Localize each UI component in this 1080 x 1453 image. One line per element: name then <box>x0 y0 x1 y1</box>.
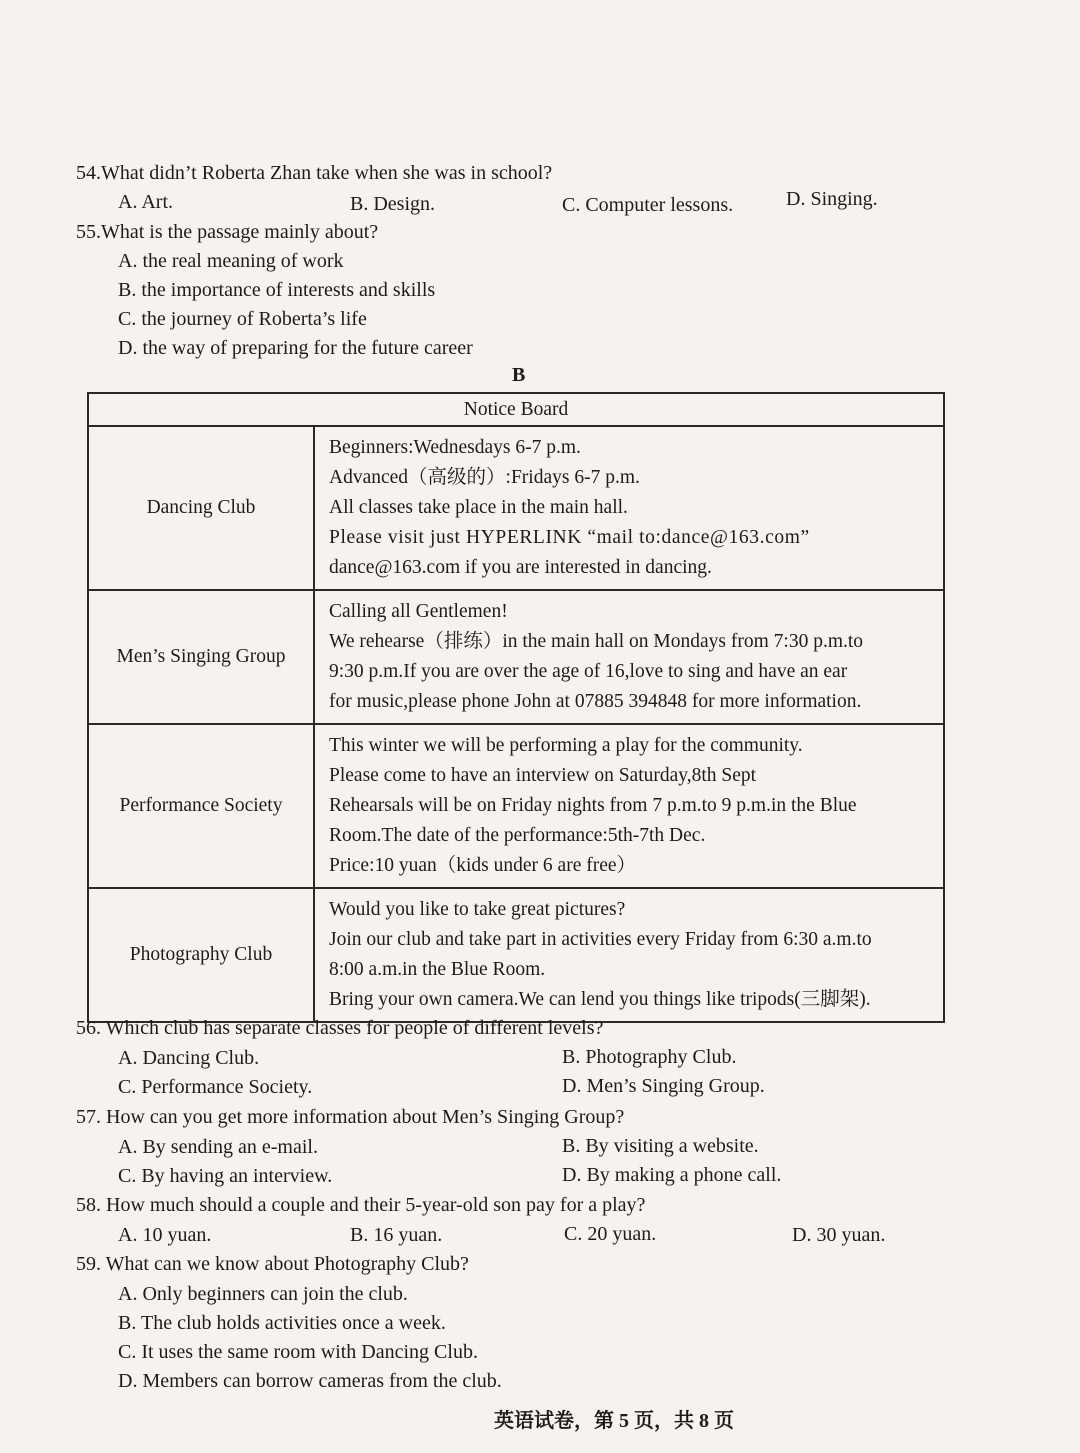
q54-option-a: A. Art. <box>118 191 173 213</box>
q54-option-b: B. Design. <box>350 193 435 215</box>
q54-option-d: D. Singing. <box>786 188 878 210</box>
q56-option-b: B. Photography Club. <box>562 1046 737 1068</box>
q57-option-a: A. By sending an e-mail. <box>118 1136 318 1158</box>
club-info-line: Please visit just HYPERLINK “mail to:dance@163.com” <box>329 527 810 548</box>
club-info-line: Bring your own camera.We can lend you things like tripods(三脚架). <box>329 989 871 1010</box>
q55-option-c: C. the journey of Roberta’s life <box>118 308 367 330</box>
question-54: 54.What didn’t Roberta Zhan take when she was in school? <box>76 162 553 184</box>
q59-option-c: C. It uses the same room with Dancing Club. <box>118 1341 478 1363</box>
q56-option-a: A. Dancing Club. <box>118 1047 260 1069</box>
club-info-line: Price:10 yuan（kids under 6 are free） <box>329 855 637 876</box>
club-name: Dancing Club <box>88 426 314 590</box>
club-name: Men’s Singing Group <box>88 590 314 724</box>
q59-option-a: A. Only beginners can join the club. <box>118 1283 408 1305</box>
q57-option-d: D. By making a phone call. <box>562 1164 782 1186</box>
q57-option-c: C. By having an interview. <box>118 1165 333 1187</box>
notice-board-title: Notice Board <box>88 393 944 426</box>
q59-option-d: D. Members can borrow cameras from the club. <box>118 1370 502 1392</box>
q58-option-b: B. 16 yuan. <box>350 1224 443 1246</box>
q54-option-c: C. Computer lessons. <box>562 194 734 216</box>
notice-board-table <box>87 392 945 1023</box>
club-info-line: Join our club and take part in activities every Friday from 6:30 a.m.to <box>329 929 872 950</box>
page-footer: 英语试卷，第 5 页，共 8 页 <box>494 1410 734 1432</box>
club-info-line: for music,please phone John at 07885 394848 for more information. <box>329 691 862 712</box>
club-name: Performance Society <box>88 724 314 888</box>
club-info-line: dance@163.com if you are interested in dancing. <box>329 557 712 578</box>
club-info-line: 9:30 p.m.If you are over the age of 16,love to sing and have an ear <box>329 661 848 682</box>
club-info-line: This winter we will be performing a play for the community. <box>329 735 803 756</box>
club-info-line: Room.The date of the performance:5th-7th Dec. <box>329 825 706 846</box>
club-info-line: Advanced（高级的）:Fridays 6-7 p.m. <box>329 467 640 488</box>
club-info-line: All classes take place in the main hall. <box>329 497 628 518</box>
club-row-dancing <box>88 426 944 590</box>
club-info-line: Beginners:Wednesdays 6-7 p.m. <box>329 437 581 458</box>
q58-option-d: D. 30 yuan. <box>792 1224 886 1246</box>
club-name: Photography Club <box>88 888 314 1022</box>
q56-option-c: C. Performance Society. <box>118 1076 313 1098</box>
question-59: 59. What can we know about Photography Club? <box>76 1253 469 1275</box>
notice-board-header-row <box>88 393 944 426</box>
q58-option-c: C. 20 yuan. <box>564 1223 657 1245</box>
club-row-photography <box>88 888 944 1022</box>
club-info-line: We rehearse（排练）in the main hall on Mondays from 7:30 p.m.to <box>329 631 864 652</box>
question-57: 57. How can you get more information about Men’s Singing Group? <box>76 1106 625 1128</box>
club-info <box>314 590 944 724</box>
club-info <box>314 724 944 888</box>
q55-option-a: A. the real meaning of work <box>118 250 344 272</box>
club-info-line: Calling all Gentlemen! <box>329 601 508 622</box>
q59-option-b: B. The club holds activities once a week. <box>118 1312 446 1334</box>
q58-option-a: A. 10 yuan. <box>118 1224 212 1246</box>
q57-option-b: B. By visiting a website. <box>562 1135 759 1157</box>
q55-option-d: D. the way of preparing for the future career <box>118 337 473 359</box>
question-58: 58. How much should a couple and their 5-year-old son pay for a play? <box>76 1194 646 1216</box>
club-info <box>314 888 944 1022</box>
club-info-line: 8:00 a.m.in the Blue Room. <box>329 959 546 980</box>
club-info-line: Would you like to take great pictures? <box>329 899 626 920</box>
club-info-line: Rehearsals will be on Friday nights from 7 p.m.to 9 p.m.in the Blue <box>329 795 857 816</box>
section-letter: B <box>512 364 526 386</box>
q55-option-b: B. the importance of interests and skills <box>118 279 436 301</box>
club-row-performance <box>88 724 944 888</box>
question-56: 56. Which club has separate classes for people of different levels? <box>76 1017 604 1039</box>
q56-option-d: D. Men’s Singing Group. <box>562 1075 765 1097</box>
question-55: 55.What is the passage mainly about? <box>76 221 379 243</box>
club-row-singing <box>88 590 944 724</box>
club-info-line: Please come to have an interview on Saturday,8th Sept <box>329 765 757 786</box>
club-info <box>314 426 944 590</box>
